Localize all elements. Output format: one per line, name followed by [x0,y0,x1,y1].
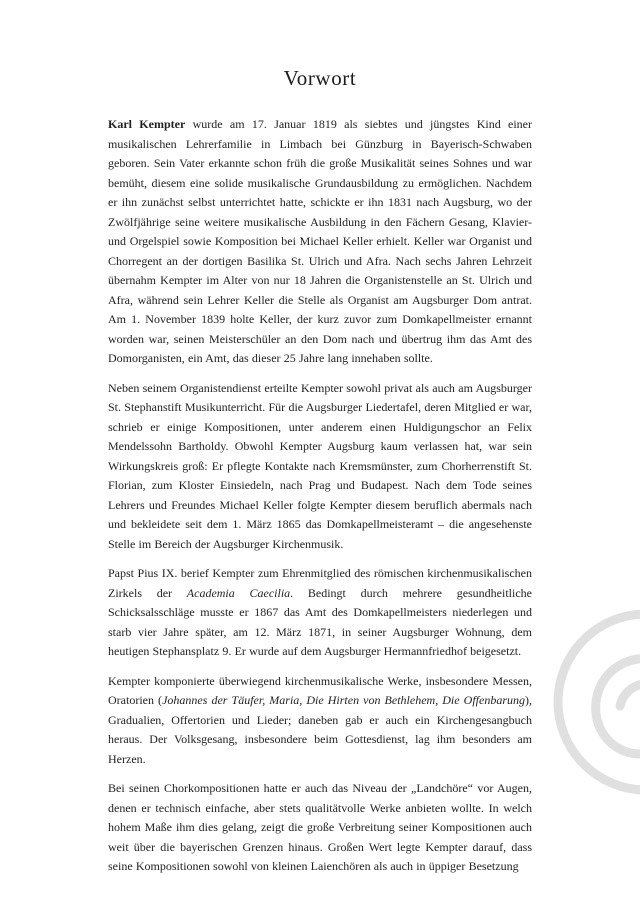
paragraph-2: Neben seinem Organistendienst erteilte Kempter sowohl privat als auch am Augsburger St. Stephanstift Musikunterricht. Für die Augsburger Liedertafel, deren Mitglied er war, schrieb er einige Kompositionen, unter anderem einen Huldigungschor an Felix Mendelssohn Bartholdy. Obwohl Kempter Augsburg kaum verlassen hat, war sein Wirkungskreis groß: Er pflegte Kontakte nach Kremsmünster, zum Chorherrenstift St. Florian, zum Kloster Einsiedeln, nach Prag und Budapest. Nach dem Tode seines Lehrers und Freundes Michael Keller folgte Kempter diesem beruflich abermals nach und bekleidete seit dem 1. März 1865 das Domkapellmeisteramt – die angesehenste Stelle im Bereich der Augsburger Kirchenmusik. [108,380,532,551]
paragraph-3 [108,564,532,662]
publisher-watermark [546,602,640,802]
paragraph-4-text-pre: Kempter komponierte überwiegend kirchenmusikalische Werke, insbesondere Messen, Oratorien ( [108,673,532,707]
text-block [108,66,532,887]
watermark-icon [546,602,640,802]
page-title: Vorwort [283,66,357,90]
paragraph-3-italic-title: Academia Caecilia [186,585,291,600]
paragraph-4-italic-works-list: Johannes der Täufer, Maria, Die Hirten von Bethlehem, Die Offenbarung [162,693,525,707]
watermark-glyph [596,658,640,753]
paragraph-3-text-post: . Bedingt durch mehrere gesundheitliche Schicksalsschläge musste er 1867 das Amt des Domkapellmeisters niederlegen und starb vier Jahre später, am 12. März 1871, in seiner Augsburger Wohnung, dem heutigen Stephansplatz 9. Er wurde auf dem Augsburger Hermannfriedhof beigesetzt. [108,585,532,658]
paragraph-4 [108,672,532,770]
paragraph-1-text: wurde am 17. Januar 1819 als siebtes und jüngstes Kind einer musikalischen Lehrerfamilie in Limbach bei Günzburg in Bayerisch-Schwaben geboren. Sein Vater erkannte schon früh die große Musikalität seines Sohnes und war bemüht, diesem eine solide musikalische Grundausbildung zu ermöglichen. Nachdem er ihn zunächst selbst unterrichtet hatte, schickte er ihn 1831 nach Augsburg, wo der Zwölfjährige seine weitere musikalische Ausbildung in den Fächern Gesang, Klavier- und Orgelspiel sowie Komposition bei Michael Keller erhielt. Keller war Organist und Chorregent an der dortigen Basilika St. Ulrich und Afra. Nach sechs Jahren Lehrzeit übernahm Kempter im Alter von nur 18 Jahren die Organistenstelle an St. Ulrich und Afra, während sein Lehrer Keller die Stelle als Organist am Augsburger Dom antrat. Am 1. November 1839 holte Keller, der kurz zuvor zum Domkapellmeister ernannt worden war, seinen Meisterschüler an den Dom nach und übertrug ihm das Amt des Domorganisten, ein Amt, das dieser 25 Jahre lang innehaben sollte. [108,117,532,365]
paragraph-3-text-pre: Papst Pius IX. berief Kempter zum Ehrenmitglied des römischen kirchenmusikalischen Zirkels der [108,566,532,600]
watermark-ring [558,614,640,790]
paragraph-1-lead-bold: Karl Kempter [108,117,186,131]
paragraph-1 [108,115,532,369]
paragraph-5: Bei seinen Chorkompositionen hatte er auch das Niveau der „Landchöre“ vor Augen, denen er technisch einfache, aber stets qualitätvolle Werke anbieten wollte. In welch hohem Maße ihm dies gelang, zeigt die große Verbreitung seiner Kompositionen auch weit über die bayerischen Grenzen hinaus. Großen Wert legte Kempter darauf, dass seine Kompositionen sowohl von kleinen Laienchören als auch in üppiger Besetzung [108,781,532,873]
paragraph-4-text-post: ), Gradualien, Offertorien und Lieder; daneben gab er auch ein Kirchengesangbuch heraus. Der Volksgesang, insbesondere beim Gottesdienst, lag ihm besonders am Herzen. [108,693,532,766]
